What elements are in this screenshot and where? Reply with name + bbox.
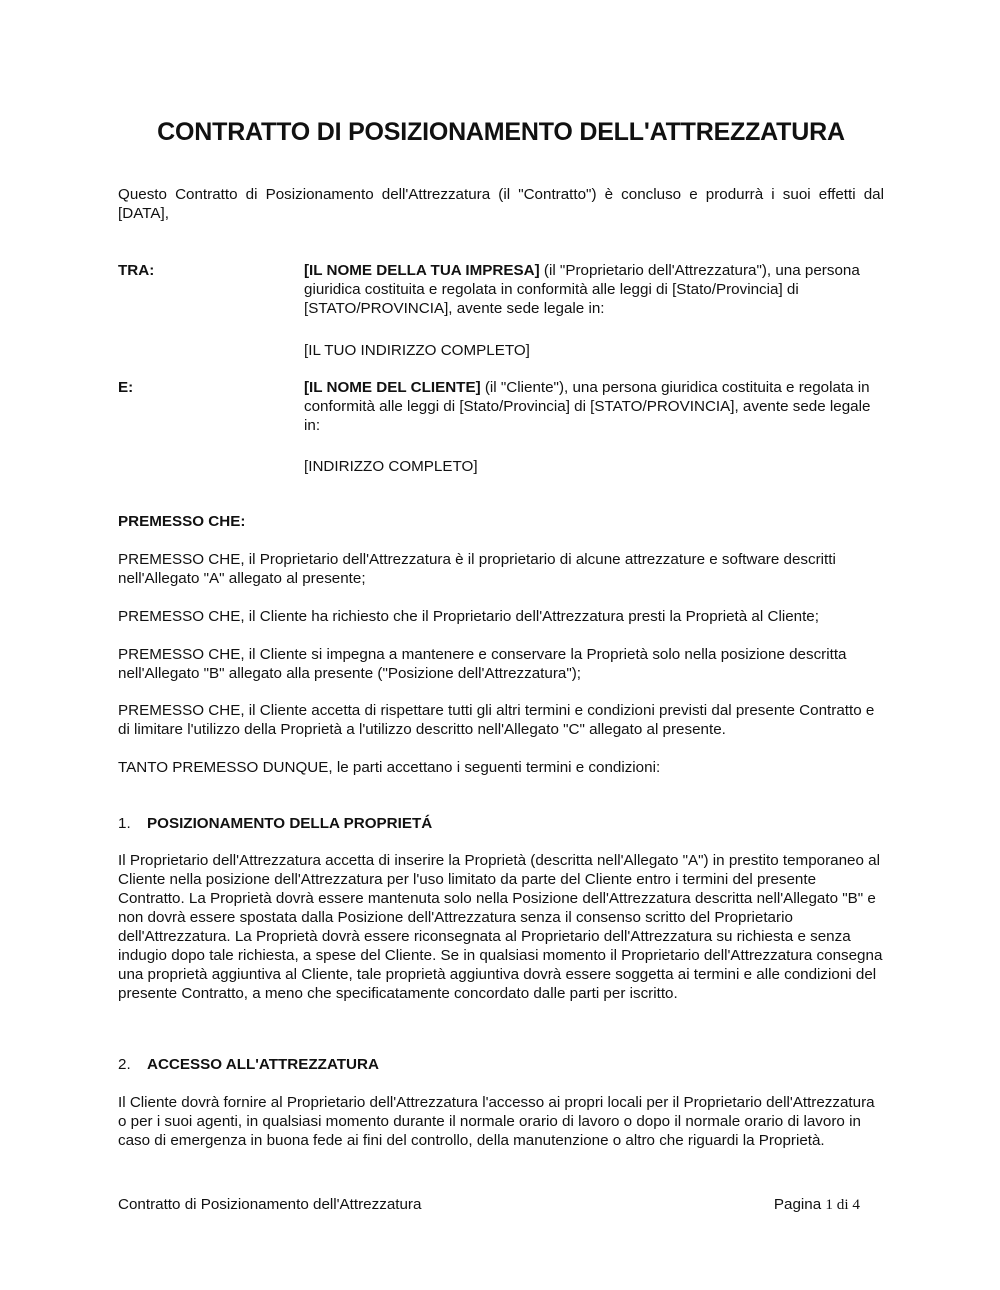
party-description bbox=[304, 261, 884, 318]
page-total: 4 bbox=[852, 1196, 860, 1213]
party-name: [IL NOME DELLA TUA IMPRESA] bbox=[304, 262, 540, 279]
party-details: (il "Proprietario dell'Attrezzatura"), una persona giuridica costituita e regolata in conformità alle leggi di [Stato/Provincia] di [STATO/PROVINCIA], avente sede legale in: bbox=[304, 262, 860, 317]
page-label: Pagina bbox=[773, 1196, 826, 1213]
page-footer bbox=[118, 1195, 860, 1214]
document-page bbox=[118, 0, 884, 1290]
recital-paragraph: PREMESSO CHE, il Cliente ha richiesto che il Proprietario dell'Attrezzatura presti la Proprietà al Cliente; bbox=[118, 608, 819, 625]
section-body: Il Cliente dovrà fornire al Proprietario dell'Attrezzatura l'accesso ai propri locali per il Proprietario dell'Attrezzatura o per i suoi agenti, in qualsiasi momento durante il normale orario di lavoro o dopo il normale orario di lavoro in caso di emergenza in buona fede ai fini del controllo, della manutenzione o altro che riguardi la Proprietà. bbox=[118, 1094, 875, 1149]
party-label: TRA: bbox=[118, 262, 155, 279]
section-heading bbox=[118, 1055, 379, 1074]
page-number bbox=[774, 1195, 860, 1214]
page-current: 1 bbox=[825, 1196, 833, 1213]
party-address: [IL TUO INDIRIZZO COMPLETO] bbox=[304, 342, 530, 359]
section-heading bbox=[118, 814, 432, 833]
section-title: POSIZIONAMENTO DELLA PROPRIETÁ bbox=[147, 815, 433, 832]
party-description bbox=[304, 378, 884, 435]
document-title: CONTRATTO DI POSIZIONAMENTO DELL'ATTREZZATURA bbox=[157, 118, 845, 146]
agreement-statement: TANTO PREMESSO DUNQUE, le parti accettano i seguenti termini e condizioni: bbox=[118, 759, 661, 776]
section-number: 2. bbox=[118, 1056, 131, 1073]
page-separator: di bbox=[832, 1196, 853, 1213]
party-details: (il "Cliente"), una persona giuridica costituita e regolata in conformità alle leggi di [Stato/Provincia] di [STATO/PROVINCIA], avente sede legale in: bbox=[304, 379, 871, 434]
party-label: E: bbox=[118, 379, 134, 396]
footer-document-name: Contratto di Posizionamento dell'Attrezzatura bbox=[118, 1196, 422, 1213]
recitals-heading: PREMESSO CHE: bbox=[118, 513, 246, 530]
recital-paragraph: PREMESSO CHE, il Cliente accetta di rispettare tutti gli altri termini e condizioni previsti dal presente Contratto e di limitare l'utilizzo della Proprietà a l'utilizzo descritto nell'Allegato "C" allegato al presente. bbox=[118, 702, 875, 738]
section-number: 1. bbox=[118, 815, 131, 832]
party-name: [IL NOME DEL CLIENTE] bbox=[304, 379, 481, 396]
recital-paragraph: PREMESSO CHE, il Cliente si impegna a mantenere e conservare la Proprietà solo nella posizione descritta nell'Allegato "B" allegato alla presente ("Posizione dell'Attrezzatura"); bbox=[118, 646, 847, 682]
intro-paragraph: Questo Contratto di Posizionamento dell'Attrezzatura (il "Contratto") è concluso e produrrà i suoi effetti dal [DATA], bbox=[118, 186, 884, 222]
recital-paragraph: PREMESSO CHE, il Proprietario dell'Attrezzatura è il proprietario di alcune attrezzature e software descritti nell'Allegato "A" allegato al presente; bbox=[118, 551, 836, 587]
section-title: ACCESSO ALL'ATTREZZATURA bbox=[147, 1056, 379, 1073]
section-body: Il Proprietario dell'Attrezzatura accetta di inserire la Proprietà (descritta nell'Allegato "A") in prestito temporaneo al Cliente nella posizione dell'Attrezzatura per l'uso limitato da parte del Cliente entro i termini del presente Contratto. La Proprietà dovrà essere mantenuta solo nella Posizione dell'Attrezzatura descritta nell'Allegato "B" e non dovrà essere spostata dalla Posizione dell'Attrezzatura senza il consenso scritto del Proprietario dell'Attrezzatura. La Proprietà dovrà essere riconsegnata al Proprietario dell'Attrezzatura su richiesta e senza indugio dopo tale richiesta, a spese del Cliente. Se in qualsiasi momento il Proprietario dell'Attrezzatura consegna una proprietà aggiuntiva al Cliente, tale proprietà aggiuntiva dovrà essere soggetta ai termini e alle condizioni del presente Contratto, a meno che specificatamente concordato dalle parti per iscritto. bbox=[118, 852, 883, 1002]
party-address: [INDIRIZZO COMPLETO] bbox=[304, 458, 478, 475]
